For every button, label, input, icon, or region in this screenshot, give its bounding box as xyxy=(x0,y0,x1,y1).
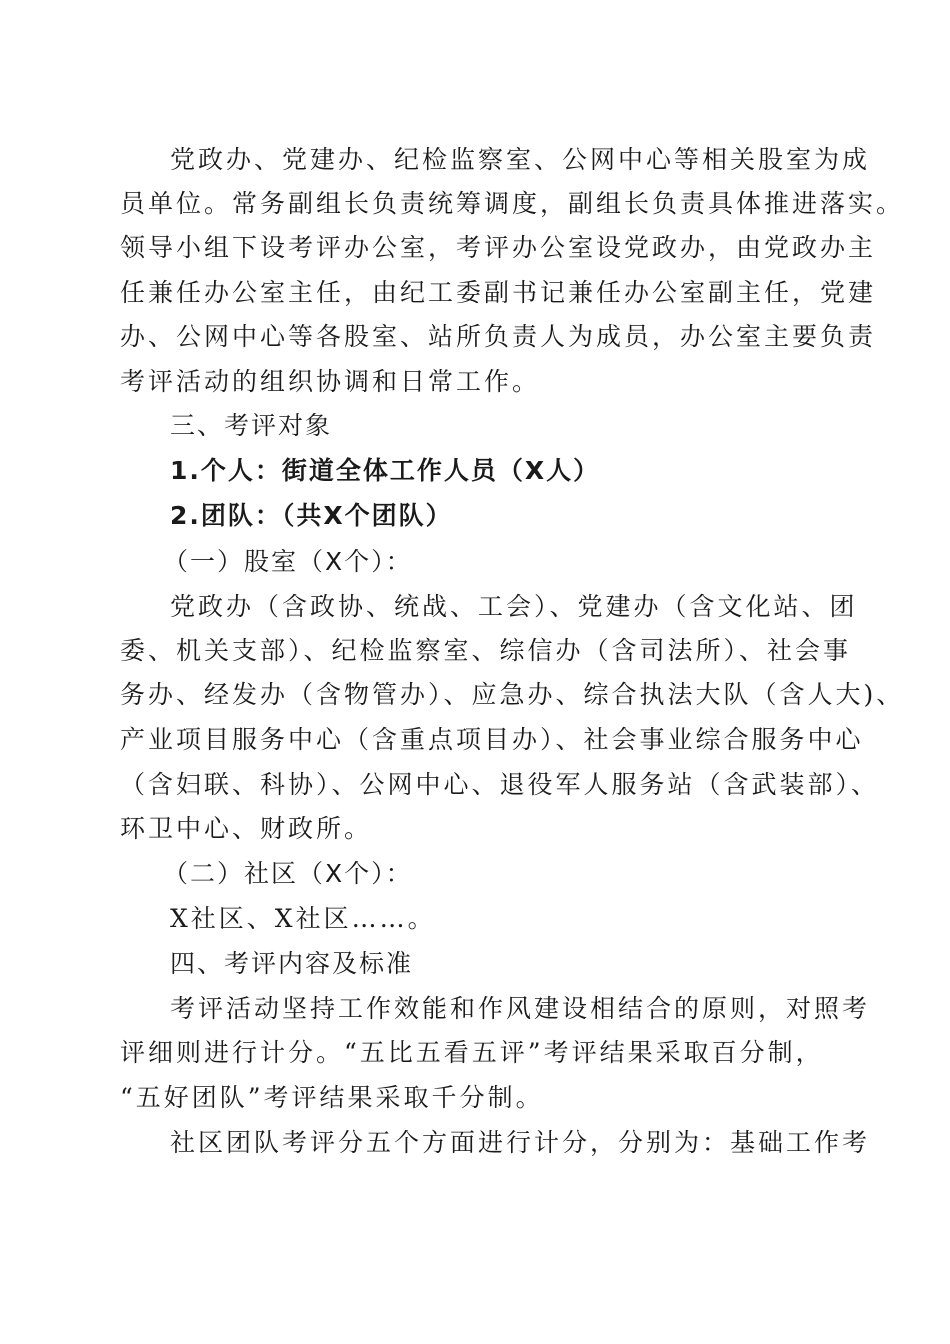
paragraph-line: 考评活动的组织协调和日常工作。 xyxy=(120,367,541,396)
paragraph-line: 领导小组下设考评办公室，考评办公室设党政办，由党政办主 xyxy=(120,233,877,262)
paragraph-line: （含妇联、科协）、公网中心、退役军人服务站（含武装部）、 xyxy=(120,770,880,799)
paragraph-line: 委、机关支部）、纪检监察室、综信办（含司法所）、社会事 xyxy=(120,636,852,665)
paragraph-line: 党政办（含政协、统战、工会）、党建办（含文化站、团 xyxy=(170,592,858,621)
paragraph-line: 社区团队考评分五个方面进行计分，分别为：基础工作考 xyxy=(170,1128,871,1157)
subsection-heading: （二）社区（X个）： xyxy=(163,859,413,888)
paragraph-line: 员单位。常务副组长负责统筹调度，副组长负责具体推进落实。 xyxy=(120,189,905,218)
subsection-heading: 1.个人：街道全体工作人员（X人） xyxy=(170,456,601,485)
subsection-heading: （一）股室（X个）： xyxy=(163,547,413,576)
paragraph-line: 环卫中心、财政所。 xyxy=(120,814,373,843)
section-heading: 四、考评内容及标准 xyxy=(170,949,414,978)
subsection-heading: 2.团队：（共X个团队） xyxy=(170,501,453,530)
section-heading: 三、考评对象 xyxy=(170,411,333,440)
paragraph-line: 产业项目服务中心（含重点项目办）、社会事业综合服务中心 xyxy=(120,725,864,754)
paragraph-line: 办、公网中心等各股室、站所负责人为成员，办公室主要负责 xyxy=(120,322,877,351)
paragraph-line: 务办、经发办（含物管办）、应急办、综合执法大队（含人大)、 xyxy=(120,680,905,709)
paragraph-line: 任兼任办公室主任，由纪工委副书记兼任办公室副主任，党建 xyxy=(120,278,877,307)
paragraph-line: X社区、X社区……。 xyxy=(170,904,436,933)
paragraph-line: 党政办、党建办、纪检监察室、公网中心等相关股室为成 xyxy=(170,145,871,174)
paragraph-line: “五好团队”考评结果采取千分制。 xyxy=(120,1083,544,1112)
paragraph-line: 评细则进行计分。“五比五看五评”考评结果采取百分制， xyxy=(120,1038,824,1067)
paragraph-line: 考评活动坚持工作效能和作风建设相结合的原则，对照考 xyxy=(170,994,871,1023)
